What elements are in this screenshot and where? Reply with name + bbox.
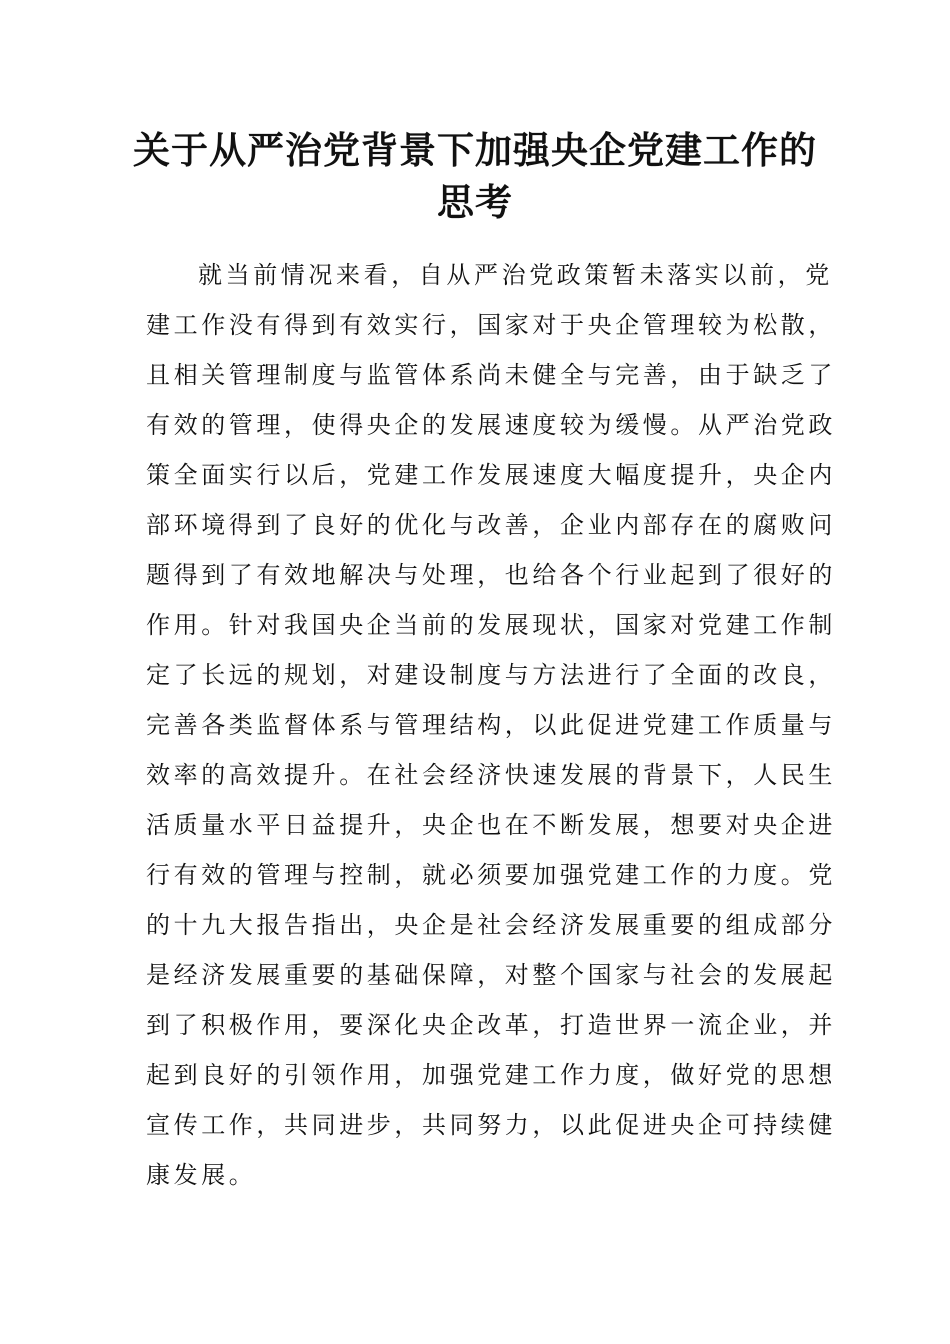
paragraph-line: 起到良好的引领作用，加强党建工作力度，做好党的思想 [146,1061,836,1089]
paragraph-line: 建工作没有得到有效实行，国家对于央企管理较为松散， [146,311,836,339]
paragraph-line: 是经济发展重要的基础保障，对整个国家与社会的发展起 [146,961,836,989]
document-title [110,124,840,228]
paragraph-line: 的十九大报告指出，央企是社会经济发展重要的组成部分 [146,911,836,939]
paragraph-line: 定了长远的规划，对建设制度与方法进行了全面的改良， [146,661,836,689]
paragraph-line: 部环境得到了良好的优化与改善，企业内部存在的腐败问 [146,511,836,539]
title-line-2: 思考 [437,180,513,224]
paragraph-line: 有效的管理，使得央企的发展速度较为缓慢。从严治党政 [146,411,836,439]
paragraph-line: 行有效的管理与控制，就必须要加强党建工作的力度。党 [146,861,836,889]
paragraph-line: 完善各类监督体系与管理结构，以此促进党建工作质量与 [146,711,836,739]
title-line-1: 关于从严治党背景下加强央企党建工作的 [133,128,817,172]
paragraph-line: 康发展。 [146,1161,257,1189]
paragraph-line: 作用。针对我国央企当前的发展现状，国家对党建工作制 [146,611,836,639]
body-paragraph [146,250,836,1200]
paragraph-line: 策全面实行以后，党建工作发展速度大幅度提升，央企内 [146,461,836,489]
paragraph-line: 题得到了有效地解决与处理，也给各个行业起到了很好的 [146,561,836,589]
paragraph-line: 且相关管理制度与监管体系尚未健全与完善，由于缺乏了 [146,361,836,389]
paragraph-line: 就当前情况来看，自从严治党政策暂未落实以前，党 [198,261,833,289]
paragraph-line: 宣传工作，共同进步，共同努力，以此促进央企可持续健 [146,1111,836,1139]
paragraph-line: 到了积极作用，要深化央企改革，打造世界一流企业，并 [146,1011,836,1039]
paragraph-line: 效率的高效提升。在社会经济快速发展的背景下，人民生 [146,761,836,789]
paragraph-line: 活质量水平日益提升，央企也在不断发展，想要对央企进 [146,811,836,839]
